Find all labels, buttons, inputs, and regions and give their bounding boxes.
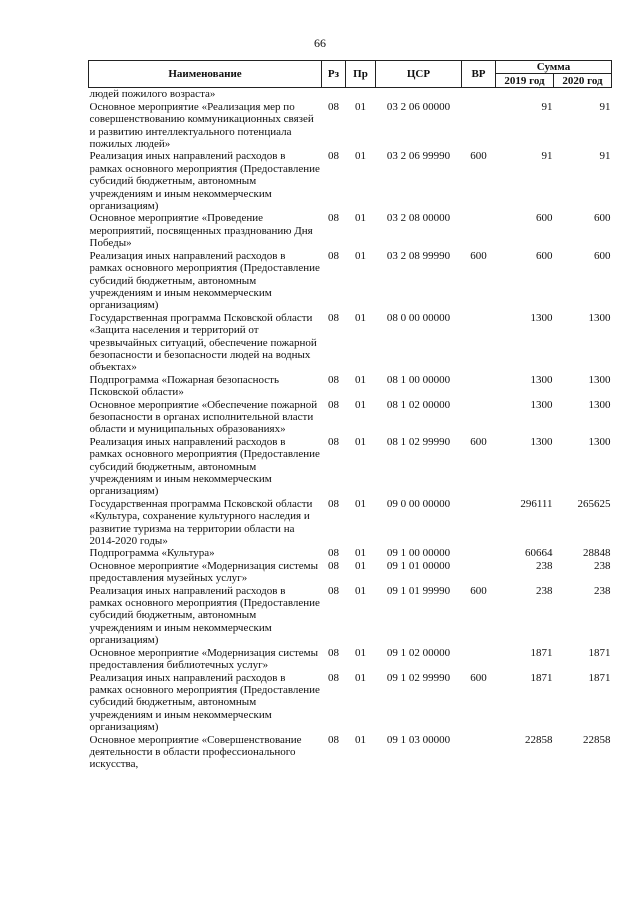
cell-rz: 08	[328, 311, 339, 324]
cell-pr: 01	[355, 733, 366, 746]
cell-sum-2020: 238	[594, 559, 611, 572]
cell-sum-2020: 22858	[583, 733, 611, 746]
cell-csr: 09 1 01 99990	[386, 584, 451, 597]
cell-sum-2019: 1300	[530, 311, 553, 324]
cell-pr: 01	[355, 100, 366, 113]
cell-sum-2019	[496, 88, 554, 101]
cell-csr: 08 1 00 00000	[386, 373, 451, 386]
cell-sum-2019: 1300	[530, 398, 553, 411]
cell-pr: 01	[355, 249, 366, 262]
cell-sum-2020: 600	[594, 249, 611, 262]
cell-pr: 01	[355, 547, 366, 560]
cell-name: Реализация иных направлений расходов в рамках основного мероприятия (Предоставление субсидий бюджетным, автономным учреждениям и иным некоммерческим организациям)	[89, 584, 320, 647]
cell-vr	[462, 374, 496, 399]
cell-vr	[462, 88, 496, 101]
cell-rz: 08	[328, 646, 339, 659]
cell-rz: 08	[328, 150, 339, 163]
cell-sum-2019: 1300	[530, 435, 553, 448]
cell-csr: 03 2 08 00000	[386, 212, 451, 225]
cell-csr: 09 1 03 00000	[386, 733, 451, 746]
cell-csr: 09 1 00 00000	[386, 547, 451, 560]
cell-sum-2020: 91	[599, 100, 611, 113]
cell-pr: 01	[355, 559, 366, 572]
cell-vr: 600	[470, 249, 487, 262]
table-row	[89, 734, 612, 771]
table-row	[89, 585, 612, 647]
cell-rz: 08	[328, 497, 339, 510]
table-row	[89, 150, 612, 212]
header-name: Наименование	[89, 61, 322, 88]
cell-csr: 09 1 02 99990	[386, 671, 451, 684]
header-sum: Сумма	[496, 61, 612, 74]
cell-name: Реализация иных направлений расходов в рамках основного мероприятия (Предоставление субсидий бюджетным, автономным учреждениям и иным некоммерческим организациям)	[89, 435, 320, 498]
cell-vr	[462, 212, 496, 249]
cell-sum-2020: 1300	[588, 398, 611, 411]
cell-vr	[462, 399, 496, 436]
cell-sum-2020: 28848	[583, 547, 611, 560]
cell-name: Государственная программа Псковской области «Защита населения и территорий от чрезвычайных ситуаций, обеспечение пожарной безопасности и безопасности людей на водных объектах»	[89, 311, 317, 374]
cell-name: людей пожилого возраста»	[89, 88, 216, 101]
cell-csr: 03 2 06 99990	[386, 150, 451, 163]
cell-vr	[462, 547, 496, 559]
cell-rz: 08	[328, 435, 339, 448]
cell-pr: 01	[355, 584, 366, 597]
cell-csr: 09 1 02 00000	[386, 646, 451, 659]
cell-sum-2020: 1300	[588, 311, 611, 324]
cell-rz	[322, 88, 346, 101]
cell-rz: 08	[328, 733, 339, 746]
cell-csr	[376, 88, 462, 101]
table-row	[89, 436, 612, 498]
cell-rz: 08	[328, 249, 339, 262]
table-row	[89, 101, 612, 151]
cell-pr	[346, 88, 376, 101]
cell-sum-2019: 1871	[530, 646, 553, 659]
header-2020: 2020 год	[554, 74, 612, 88]
cell-sum-2020: 1871	[588, 646, 611, 659]
page-number: 66	[314, 36, 326, 50]
cell-sum-2019: 1871	[530, 671, 553, 684]
cell-pr: 01	[355, 671, 366, 684]
header-csr: ЦСР	[376, 61, 462, 88]
cell-pr: 01	[355, 497, 366, 510]
cell-sum-2020: 265625	[577, 497, 611, 510]
cell-sum-2020: 1871	[588, 671, 611, 684]
header-2019: 2019 год	[496, 74, 554, 88]
cell-sum-2019: 22858	[525, 733, 553, 746]
table-row	[89, 647, 612, 672]
cell-vr: 600	[470, 671, 487, 684]
cell-name: Подпрограмма «Культура»	[89, 547, 215, 560]
cell-rz: 08	[328, 559, 339, 572]
cell-csr: 08 1 02 00000	[386, 398, 451, 411]
cell-name: Реализация иных направлений расходов в рамках основного мероприятия (Предоставление субсидий бюджетным, автономным учреждениям и иным некоммерческим организациям)	[89, 150, 320, 213]
cell-sum-2020: 238	[594, 584, 611, 597]
cell-sum-2019: 238	[536, 584, 553, 597]
table-row	[89, 672, 612, 734]
cell-rz: 08	[328, 100, 339, 113]
cell-vr	[462, 734, 496, 771]
cell-sum-2019: 1300	[530, 373, 553, 386]
cell-pr: 01	[355, 150, 366, 163]
cell-sum-2019: 600	[536, 212, 553, 225]
table-row	[89, 250, 612, 312]
cell-name: Реализация иных направлений расходов в рамках основного мероприятия (Предоставление субсидий бюджетным, автономным учреждениям и иным некоммерческим организациям)	[89, 249, 320, 312]
cell-sum-2019: 91	[541, 150, 553, 163]
table-row	[89, 88, 612, 101]
header-rz: Рз	[322, 61, 346, 88]
cell-sum-2020: 600	[594, 212, 611, 225]
cell-csr: 08 1 02 99990	[386, 435, 451, 448]
cell-sum-2019: 600	[536, 249, 553, 262]
cell-vr	[462, 560, 496, 585]
cell-sum-2020	[554, 88, 612, 101]
table-row	[89, 212, 612, 249]
header-vr: ВР	[462, 61, 496, 88]
cell-vr	[462, 647, 496, 672]
cell-csr: 09 1 01 00000	[386, 559, 451, 572]
cell-sum-2019: 238	[536, 559, 553, 572]
budget-table	[88, 60, 612, 771]
cell-pr: 01	[355, 646, 366, 659]
cell-name: Основное мероприятие «Совершенствование деятельности в области профессионального искусства,	[89, 733, 302, 771]
cell-rz: 08	[328, 671, 339, 684]
cell-pr: 01	[355, 398, 366, 411]
cell-vr	[462, 498, 496, 548]
cell-sum-2019: 91	[541, 100, 553, 113]
table-row	[89, 498, 612, 548]
cell-name: Государственная программа Псковской области «Культура, сохранение культурного наследия и развитие туризма на территории области на 2014-2020 годы»	[89, 497, 313, 548]
cell-rz: 08	[328, 547, 339, 560]
cell-rz: 08	[328, 398, 339, 411]
cell-vr: 600	[470, 584, 487, 597]
header-pr: Пр	[346, 61, 376, 88]
cell-sum-2019: 296111	[520, 497, 553, 510]
cell-csr: 09 0 00 00000	[386, 497, 451, 510]
cell-rz: 08	[328, 373, 339, 386]
cell-pr: 01	[355, 212, 366, 225]
cell-name: Подпрограмма «Пожарная безопасность Псковской области»	[89, 373, 279, 399]
cell-rz: 08	[328, 212, 339, 225]
table-body	[89, 88, 612, 771]
cell-vr: 600	[470, 150, 487, 163]
cell-vr: 600	[470, 435, 487, 448]
cell-name: Основное мероприятие «Модернизация системы предоставления музейных услуг»	[89, 559, 319, 585]
table-row	[89, 374, 612, 399]
cell-pr: 01	[355, 311, 366, 324]
cell-csr: 03 2 06 00000	[386, 100, 451, 113]
cell-pr: 01	[355, 435, 366, 448]
cell-vr	[462, 312, 496, 374]
cell-name: Основное мероприятие «Проведение мероприятий, посвященных празднованию Дня Победы»	[89, 212, 313, 250]
cell-rz: 08	[328, 584, 339, 597]
cell-name: Основное мероприятие «Реализация мер по совершенствованию коммуникационных связей и развитию интеллектуального потенциала пожилых людей»	[89, 100, 314, 151]
cell-vr	[462, 101, 496, 151]
table-row	[89, 547, 612, 559]
cell-csr: 03 2 08 99990	[386, 249, 451, 262]
cell-name: Основное мероприятие «Обеспечение пожарной безопасности в органах исполнительной власти области и муниципальных образованиях»	[89, 398, 318, 436]
cell-csr: 08 0 00 00000	[386, 311, 451, 324]
table-header	[89, 61, 612, 88]
table-row	[89, 560, 612, 585]
cell-name: Основное мероприятие «Модернизация системы предоставления библиотечных услуг»	[89, 646, 319, 672]
cell-sum-2019: 60664	[525, 547, 553, 560]
cell-name: Реализация иных направлений расходов в рамках основного мероприятия (Предоставление субсидий бюджетным, автономным учреждениям и иным некоммерческим организациям)	[89, 671, 320, 734]
cell-sum-2020: 91	[599, 150, 611, 163]
cell-sum-2020: 1300	[588, 373, 611, 386]
cell-sum-2020: 1300	[588, 435, 611, 448]
cell-pr: 01	[355, 373, 366, 386]
table-row	[89, 312, 612, 374]
table-row	[89, 399, 612, 436]
